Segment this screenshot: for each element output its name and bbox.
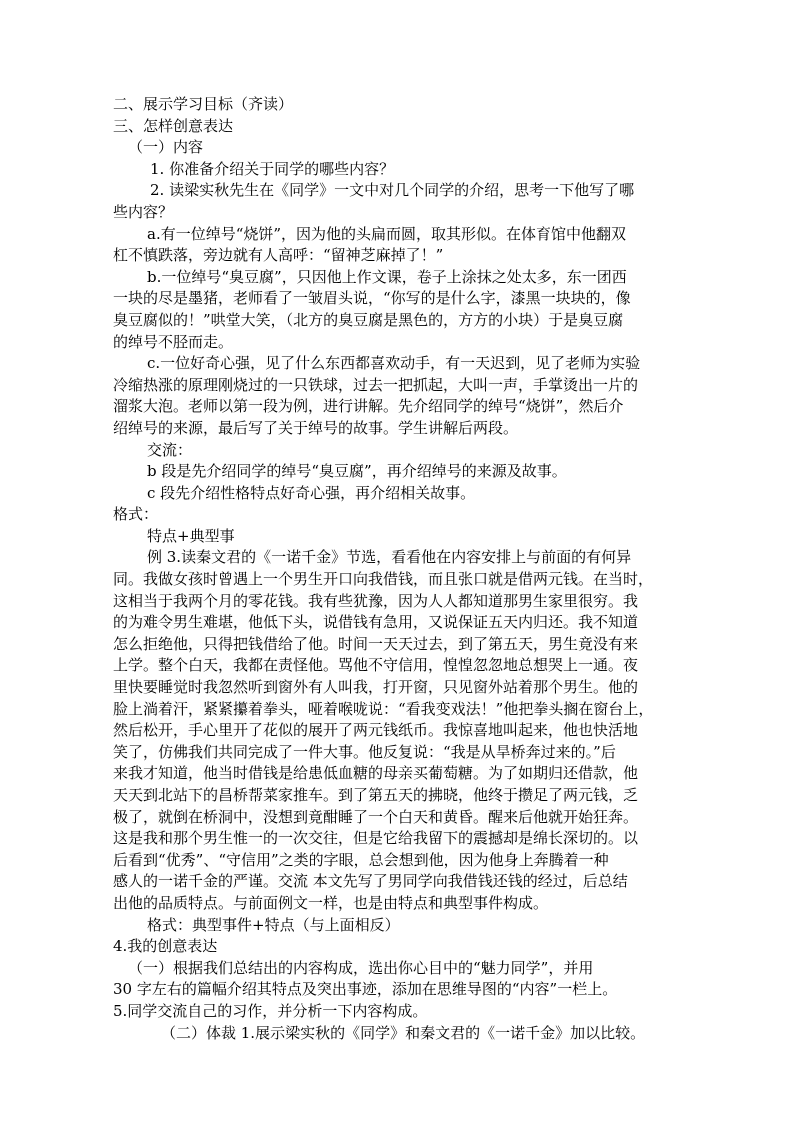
text-line: 臭豆腐似的！”哄堂大笑，（北方的臭豆腐是黑色的，方方的小块）于是臭豆腐	[113, 310, 624, 329]
text-line: （一）根据我们总结出的内容构成，选出你心目中的“魅力同学”，并用	[128, 958, 594, 977]
text-line: 出他的品质特点。与前面例文一样，也是由特点和典型事件构成。	[113, 893, 549, 912]
text-line: 格式：	[113, 505, 159, 524]
text-line: 例 3.读秦文君的《一诺千金》节选，看看他在内容安排上与前面的有何异	[147, 548, 632, 567]
text-line: 天天到北站下的昌桥帮菜家推车。到了第五天的拂晓，他终于攒足了两元钱，乏	[113, 786, 639, 804]
text-line: c.一位好奇心强，见了什么东西都喜欢动手，有一天迟到，见了老师为实验	[147, 354, 641, 373]
text-line: 30 字左右的篇幅介绍其特点及突出事迹，添加在思维导图的“内容”一栏上。	[113, 980, 618, 999]
document-body	[113, 94, 683, 1044]
text-line: 冷缩热涨的原理刚烧过的一只铁球，过去一把抓起，大叫一声，手掌烫出一片的	[113, 375, 639, 394]
text-line: 后看到“优秀”、“守信用”之类的字眼，总会想到他，因为他身上奔腾着一种	[113, 850, 609, 869]
text-line: 杠不慎跌落，旁边就有人高呼：“留神芝麻掉了！”	[113, 246, 444, 265]
text-line: 感人的一诺千金的严谨。交流 本文先写了男同学向我借钱还钱的经过，后总结	[113, 872, 628, 891]
text-line: （一）内容	[128, 138, 204, 157]
text-line: a.有一位绰号“烧饼”，因为他的头扁而圆，取其形似。在体育馆中他翻双	[147, 224, 627, 243]
text-line: （二）体裁 1.展示梁实秋的《同学》和秦文君的《一诺千金》加以比较。	[161, 1023, 646, 1042]
text-line: 4.我的创意表达	[113, 937, 218, 956]
text-line: 二、展示学习目标（齐读）	[113, 95, 294, 113]
text-line: 一块的尽是墨猪，老师看了一皱眉头说，“你写的是什么字，漆黑一块块的，像	[113, 289, 631, 308]
text-line: 格式：典型事件+特点（与上面相反）	[147, 915, 400, 934]
text-line: 溜浆大泡。老师以第一段为例，进行讲解。先介绍同学的绰号“烧饼”，然后介	[113, 397, 624, 416]
text-line: c 段先介绍性格特点好奇心强，再介绍相关故事。	[147, 483, 476, 502]
text-line: 这是我和那个男生惟一的一次交往，但是它给我留下的震撼却是绵长深切的。以	[113, 829, 639, 848]
text-line: 的绰号不胫而走。	[113, 332, 234, 351]
text-line: 里快要睡觉时我忽然听到窗外有人叫我，打开窗，只见窗外站着那个男生。他的	[113, 678, 639, 697]
text-line: 同。我做女孩时曾遇上一个男生开口向我借钱，而且张口就是借两元钱。在当时，	[113, 570, 654, 589]
text-line: 绍绰号的来源，最后写了关于绰号的故事。学生讲解后两段。	[113, 418, 519, 437]
text-line: 的为难令男生难堪，他低下头，说借钱有急用，又说保证五天内归还。我不知道	[113, 613, 639, 632]
text-line: 些内容？	[113, 202, 174, 221]
text-line: 然后松开，手心里开了花似的展开了两元钱纸币。我惊喜地叫起来，他也快活地	[113, 721, 639, 740]
text-line: 特点+典型事	[147, 526, 235, 545]
text-line: 脸上淌着汗，紧紧攥着拳头，哑着喉咙说：“看我变戏法！”他把拳头搁在窗台上，	[113, 699, 654, 718]
text-line: 交流：	[147, 440, 193, 459]
text-line: b.一位绰号“臭豆腐”，只因他上作文课，卷子上涂抹之处太多，东一团西	[147, 267, 627, 286]
text-line: b 段是先介绍同学的绰号“臭豆腐”，再介绍绰号的来源及故事。	[147, 462, 567, 481]
text-line: 这相当于我两个月的零花钱。我有些犹豫，因为人人都知道那男生家里很穷。我	[113, 591, 639, 610]
text-line: 三、怎样创意表达	[113, 116, 234, 135]
text-line: 1. 你准备介绍关于同学的哪些内容？	[150, 159, 395, 178]
text-line: 极了，就倒在桥洞中，没想到竟酣睡了一个白天和黄昏。醒来后他就开始狂奔。	[113, 807, 639, 826]
text-line: 怎么拒绝他，只得把钱借给了他。时间一天天过去，到了第五天，男生竟没有来	[113, 634, 639, 653]
text-line: 5.同学交流自己的习作，并分析一下内容构成。	[113, 1001, 428, 1020]
text-line: 2. 读梁实秋先生在《同学》一文中对几个同学的介绍，思考一下他写了哪	[150, 181, 635, 200]
text-line: 来我才知道，他当时借钱是给患低血糖的母亲买葡萄糖。为了如期归还借款，他	[113, 764, 639, 783]
text-line: 上学。整个白天，我都在责怪他。骂他不守信用，惶惶忽忽地总想哭上一通。夜	[113, 656, 639, 675]
text-line: 笑了，仿佛我们共同完成了一件大事。他反复说：“我是从旱桥奔过来的。”后	[113, 742, 616, 761]
